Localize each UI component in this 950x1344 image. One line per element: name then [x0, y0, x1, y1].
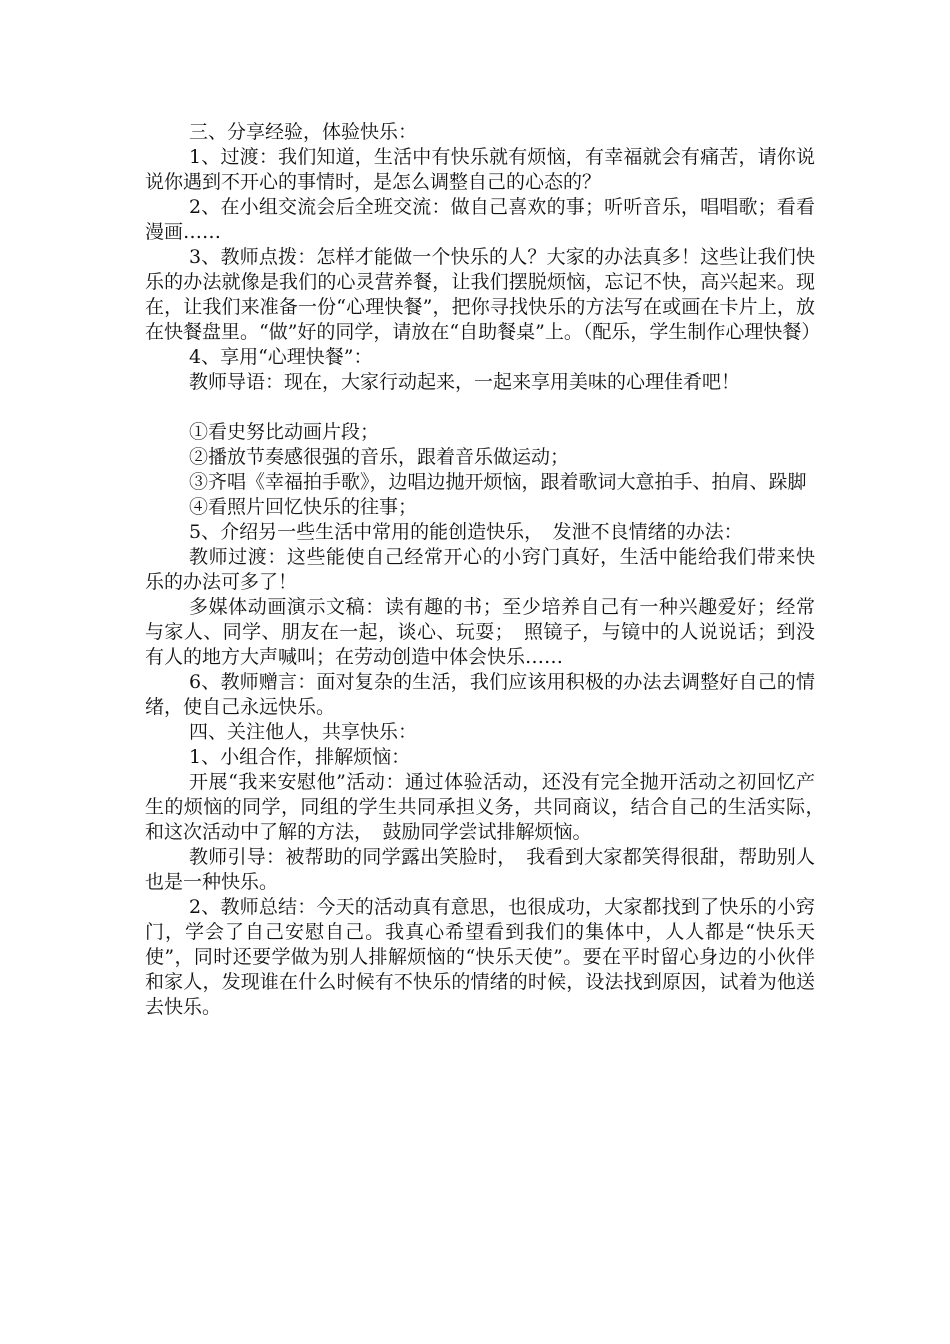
blank-line [145, 395, 815, 420]
list-item-song: ③齐唱《幸福拍手歌》，边唱边抛开烦恼，跟着歌词大意拍手、拍肩、跺脚 [189, 471, 807, 493]
paragraph-teacher-guide: 教师引导：被帮助的同学露出笑脸时， 我看到大家都笑得很甜，帮助别人也是一种快乐。 [145, 846, 815, 893]
list-item-music: ②播放节奏感很强的音乐，跟着音乐做运动； [189, 446, 570, 468]
section-heading-4: 四、关注他人，共享快乐： [189, 721, 418, 743]
paragraph-transition: 1、过渡：我们知道，生活中有快乐就有烦恼，有幸福就会有痛苦，请你说说你遇到不开心的事情时，是怎么调整自己的心态的？ [145, 146, 815, 193]
paragraph-teacher-guidance: 3、教师点拨：怎样才能做一个快乐的人？大家的办法真多！这些让我们快乐的办法就像是我们的心灵营养餐，让我们摆脱烦恼，忘记不快，高兴起来。现在，让我们来准备一份“心理快餐”，把你寻找快乐的方法写在或画在卡片上，放在快餐盘里。“做”好的同学，请放在“自助餐桌”上。（配乐，学生制作心理快餐） [145, 246, 821, 343]
list-item-snoopy: ①看史努比动画片段； [189, 421, 380, 443]
paragraph-enjoy-meal: 4、享用“心理快餐”： [189, 346, 373, 368]
list-item-photos: ④看照片回忆快乐的往事； [189, 496, 418, 518]
paragraph-group-cooperation: 1、小组合作，排解烦恼： [189, 746, 411, 768]
paragraph-group-exchange: 2、在小组交流会后全班交流：做自己喜欢的事；听听音乐，唱唱歌；看看漫画…… [145, 196, 815, 243]
paragraph-teacher-transition: 教师过渡：这些能使自己经常开心的小窍门真好，生活中能给我们带来快乐的办法可多了！ [145, 546, 815, 593]
section-heading-3: 三、分享经验，体验快乐： [189, 121, 418, 143]
paragraph-multimedia: 多媒体动画演示文稿：读有趣的书；至少培养自己有一种兴趣爱好；经常与家人、同学、朋友在一起，谈心、玩耍； 照镜子，与镜中的人说说话；到没有人的地方大声喊叫；在劳动创造中体会快乐…… [145, 596, 815, 668]
document-body [145, 120, 835, 1020]
paragraph-teacher-intro: 教师导语：现在，大家行动起来，一起来享用美味的心理佳肴吧！ [189, 371, 741, 393]
paragraph-comfort-activity: 开展“我来安慰他”活动：通过体验活动，还没有完全抛开活动之初回忆产生的烦恼的同学，同组的学生共同承担义务，共同商议，结合自己的生活实际， 和这次活动中了解的方法， 鼓励同学尝试排解烦恼。 [145, 771, 835, 843]
paragraph-teacher-message: 6、教师赠言：面对复杂的生活，我们应该用积极的办法去调整好自己的情绪，使自己永远快乐。 [145, 671, 815, 718]
paragraph-teacher-summary: 2、教师总结：今天的活动真有意思，也很成功，大家都找到了快乐的小窍门，学会了自己安慰自己。我真心希望看到我们的集体中，人人都是“快乐天使”，同时还要学做为别人排解烦恼的“快乐天使”。要在平时留心身边的小伙伴和家人，发现谁在什么时候有不快乐的情绪的时候，设法找到原因，试着为他送去快乐。 [145, 896, 815, 1018]
paragraph-other-methods: 5、介绍另一些生活中常用的能创造快乐， 发泄不良情绪的办法： [189, 521, 743, 543]
